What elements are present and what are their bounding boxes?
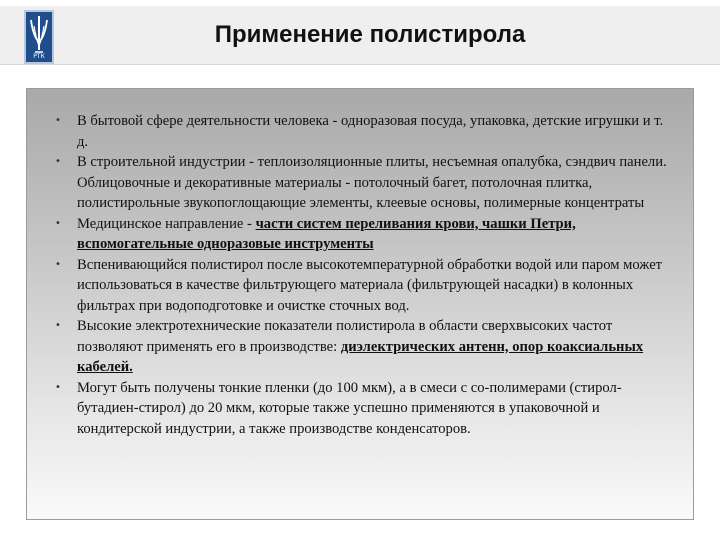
slide-header: [0, 0, 720, 68]
content-box: [26, 88, 694, 520]
bullet-text: В строительной индустрии - теплоизоляционные плиты, несъемная опалубка, сэндвич панели. Облицовочные и декоративные материалы - потолочный багет, потолочная плитка, полистирольные звукопоглощающие элементы, клеевые основы, полимерные концентраты: [77, 154, 667, 211]
bullet-list: [27, 111, 687, 439]
bullet-icon: •: [55, 258, 61, 270]
bullet-text: Вспенивающийся полистирол после высокотемпературной обработки водой или паром может использоваться в качестве фильтрующего материала (фильтрующей насадки) в колонных фильтрах при водоподготовке и очистке сточных вод.: [77, 256, 663, 314]
bullet-icon: •: [55, 115, 61, 126]
logo-text: РТК: [33, 53, 45, 60]
list-item: [27, 152, 687, 214]
bullet-text: В бытовой сфере деятельности человека - одноразовая посуда, упаковка, детские игрушки и т. д.: [77, 113, 664, 150]
bullet-icon: •: [55, 320, 61, 331]
page-title: Применение полистирола: [214, 21, 526, 48]
list-item: [27, 214, 687, 255]
bullet-text: Медицинское направление -: [77, 215, 256, 232]
bullet-text: Могут быть получены тонкие пленки (до 100 мкм), а в смеси с со-полимерами (стирол-бутадиен-стирол) до 20 мкм, которые также успешно применяются в упаковочной и кондитерской индустрии, а также производстве конденсаторов.: [77, 379, 622, 437]
list-item: [27, 316, 687, 378]
bullet-icon: •: [55, 217, 61, 229]
bullet-icon: •: [55, 381, 61, 393]
list-item: [27, 111, 687, 152]
bullet-icon: •: [55, 156, 61, 167]
bullet-text: Высокие электротехнические показатели полистирола в области сверхвысоких частот позволяют применять его в производстве:: [77, 318, 613, 355]
bullet-emphasis: диэлектрических антенн, опор коаксиальных кабелей.: [77, 338, 644, 375]
logo: [24, 10, 54, 64]
list-item: [27, 378, 687, 440]
bullet-emphasis: части систем переливания крови, чашки Петри, вспомогательные одноразовые инструменты: [77, 215, 576, 252]
list-item: [27, 255, 687, 317]
